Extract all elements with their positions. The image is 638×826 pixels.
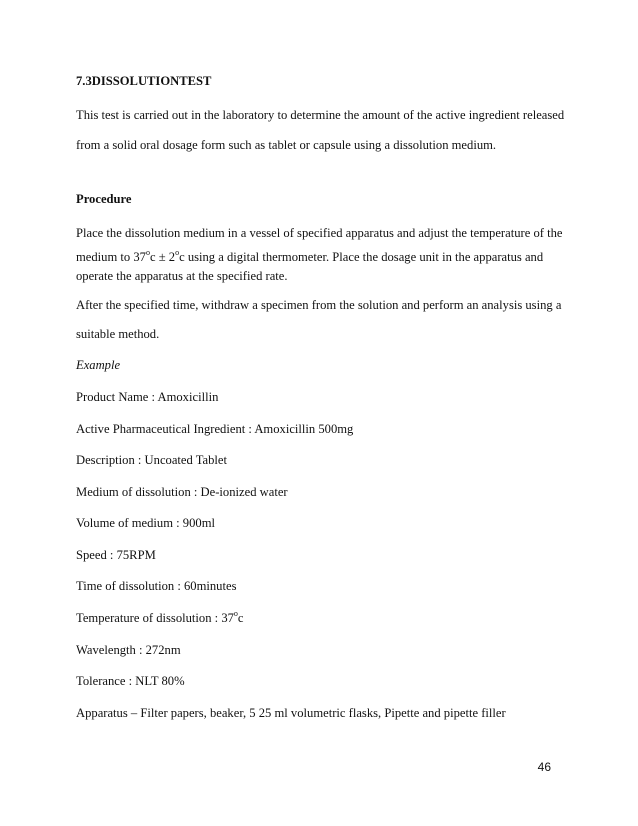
procedure-p1-line-3: operate the apparatus at the specified rate. bbox=[76, 269, 288, 283]
procedure-p1-line-1: Place the dissolution medium in a vessel of specified apparatus and adjust the temperature of the bbox=[76, 226, 563, 240]
section-title: 7.3DISSOLUTIONTEST bbox=[76, 74, 212, 88]
example-product-name: Product Name : Amoxicillin bbox=[76, 390, 219, 404]
procedure-heading: Procedure bbox=[76, 192, 132, 206]
degree-superscript: o bbox=[175, 247, 180, 257]
procedure-p1-line-2-part-b: c ± 2 bbox=[149, 250, 176, 264]
intro-line-2: from a solid oral dosage form such as tablet or capsule using a dissolution medium. bbox=[76, 138, 497, 152]
example-volume: Volume of medium : 900ml bbox=[76, 516, 215, 530]
degree-superscript: o bbox=[233, 608, 238, 618]
page-number: 46 bbox=[537, 760, 551, 774]
procedure-p2-line-2: suitable method. bbox=[76, 327, 160, 341]
example-apparatus: Apparatus – Filter papers, beaker, 5 25 ml volumetric flasks, Pipette and pipette filler bbox=[76, 706, 506, 720]
example-api: Active Pharmaceutical Ingredient : Amoxicillin 500mg bbox=[76, 422, 354, 436]
example-speed: Speed : 75RPM bbox=[76, 548, 156, 562]
procedure-p1-line-2-part-a: medium to 37 bbox=[76, 250, 146, 264]
procedure-p1-line-2 bbox=[76, 249, 543, 265]
example-medium: Medium of dissolution : De-ionized water bbox=[76, 485, 288, 499]
example-temperature-unit: c bbox=[237, 611, 244, 625]
example-time: Time of dissolution : 60minutes bbox=[76, 579, 237, 593]
degree-superscript: o bbox=[145, 247, 150, 257]
procedure-p1-line-2-part-c: c using a digital thermometer. Place the dosage unit in the apparatus and bbox=[179, 250, 544, 264]
procedure-p2-line-1: After the specified time, withdraw a specimen from the solution and perform an analysis using a bbox=[76, 298, 562, 312]
example-temperature bbox=[76, 610, 244, 626]
example-tolerance: Tolerance : NLT 80% bbox=[76, 674, 185, 688]
intro-line-1: This test is carried out in the laboratory to determine the amount of the active ingredient released bbox=[76, 108, 565, 122]
example-wavelength: Wavelength : 272nm bbox=[76, 643, 181, 657]
example-description: Description : Uncoated Tablet bbox=[76, 453, 228, 467]
example-temperature-text: Temperature of dissolution : 37 bbox=[76, 611, 234, 625]
example-label: Example bbox=[76, 358, 121, 372]
